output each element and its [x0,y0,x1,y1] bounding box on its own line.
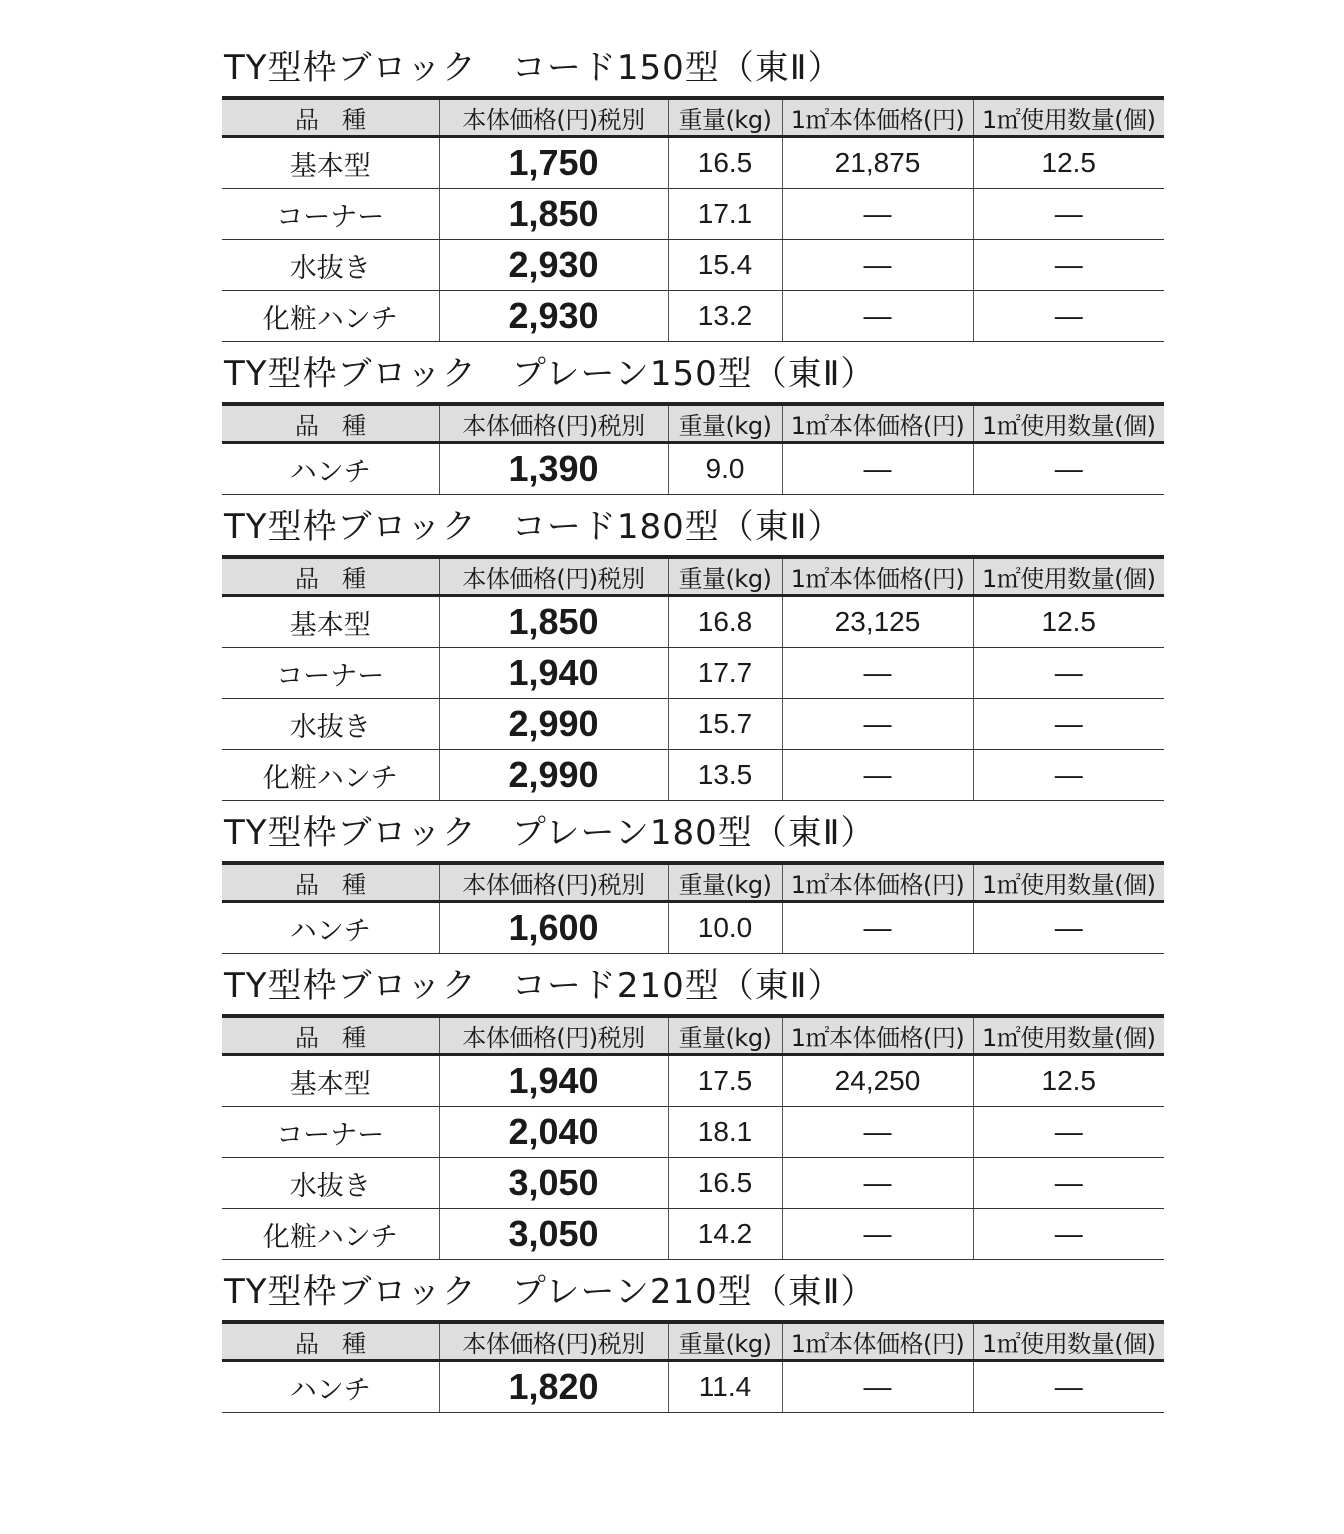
cell-name: 化粧ハンチ [222,750,439,801]
table-row [222,902,1164,954]
header-weight: 重量(kg) [668,404,782,443]
table-row [222,1055,1164,1107]
table-header-row [222,1322,1164,1361]
section-title: TY型枠ブロック プレーン210型（東Ⅱ） [224,1272,876,1312]
header-price: 本体価格(円)税別 [439,1016,668,1055]
header-weight: 重量(kg) [668,98,782,137]
price-table [222,861,1164,954]
cell-name: ハンチ [222,443,439,495]
cell-m2-qty: — [973,699,1164,750]
product-section [222,805,1164,954]
cell-price: 2,930 [439,240,668,291]
cell-weight: 13.2 [668,291,782,342]
cell-weight: 18.1 [668,1107,782,1158]
cell-m2-price: — [782,240,973,291]
table-row [222,240,1164,291]
header-m2-price: 1㎡本体価格(円) [782,1016,973,1055]
cell-weight: 16.5 [668,137,782,189]
cell-m2-qty: 12.5 [973,1055,1164,1107]
cell-m2-qty: — [973,648,1164,699]
price-table [222,1014,1164,1260]
table-header-row [222,1016,1164,1055]
cell-name: 化粧ハンチ [222,1209,439,1260]
header-m2-price: 1㎡本体価格(円) [782,1322,973,1361]
table-row [222,1361,1164,1413]
cell-price: 3,050 [439,1158,668,1209]
section-title: TY型枠ブロック コード210型（東Ⅱ） [224,966,843,1006]
cell-weight: 17.5 [668,1055,782,1107]
cell-m2-price: — [782,291,973,342]
table-header-row [222,863,1164,902]
table-row [222,750,1164,801]
header-m2-price: 1㎡本体価格(円) [782,98,973,137]
header-hinshu: 品 種 [222,98,439,137]
cell-m2-price: 24,250 [782,1055,973,1107]
cell-weight: 15.7 [668,699,782,750]
cell-m2-price: — [782,699,973,750]
table-row [222,137,1164,189]
table-row [222,1158,1164,1209]
cell-m2-price: — [782,443,973,495]
table-row [222,1209,1164,1260]
section-title: TY型枠ブロック コード180型（東Ⅱ） [224,507,843,547]
product-section [222,40,1164,342]
table-row [222,291,1164,342]
header-weight: 重量(kg) [668,1016,782,1055]
cell-m2-price: — [782,1209,973,1260]
cell-m2-price: — [782,648,973,699]
header-m2-qty: 1㎡使用数量(個) [973,404,1164,443]
header-weight: 重量(kg) [668,1322,782,1361]
cell-weight: 16.8 [668,596,782,648]
header-m2-price: 1㎡本体価格(円) [782,557,973,596]
cell-m2-price: — [782,1361,973,1413]
cell-m2-qty: — [973,291,1164,342]
header-weight: 重量(kg) [668,557,782,596]
cell-m2-price: — [782,189,973,240]
header-hinshu: 品 種 [222,1322,439,1361]
cell-m2-price: — [782,1107,973,1158]
cell-price: 3,050 [439,1209,668,1260]
cell-price: 2,040 [439,1107,668,1158]
cell-name: 化粧ハンチ [222,291,439,342]
cell-price: 1,850 [439,189,668,240]
cell-name: 基本型 [222,1055,439,1107]
header-hinshu: 品 種 [222,1016,439,1055]
cell-price: 2,930 [439,291,668,342]
cell-name: 基本型 [222,596,439,648]
cell-m2-qty: 12.5 [973,137,1164,189]
cell-m2-price: — [782,1158,973,1209]
table-header-row [222,557,1164,596]
header-price: 本体価格(円)税別 [439,863,668,902]
header-hinshu: 品 種 [222,863,439,902]
cell-weight: 13.5 [668,750,782,801]
cell-name: コーナー [222,1107,439,1158]
cell-m2-qty: — [973,1361,1164,1413]
cell-price: 2,990 [439,699,668,750]
cell-weight: 9.0 [668,443,782,495]
cell-m2-price: — [782,902,973,954]
header-price: 本体価格(円)税別 [439,1322,668,1361]
cell-m2-qty: — [973,189,1164,240]
table-row [222,596,1164,648]
product-section [222,499,1164,801]
cell-name: コーナー [222,648,439,699]
table-header-row [222,98,1164,137]
cell-price: 1,600 [439,902,668,954]
price-table [222,402,1164,495]
cell-name: 基本型 [222,137,439,189]
cell-weight: 11.4 [668,1361,782,1413]
price-table [222,1320,1164,1413]
cell-m2-price: — [782,750,973,801]
cell-price: 1,750 [439,137,668,189]
header-m2-qty: 1㎡使用数量(個) [973,1016,1164,1055]
cell-weight: 17.7 [668,648,782,699]
product-section [222,958,1164,1260]
product-section [222,346,1164,495]
cell-weight: 15.4 [668,240,782,291]
table-row [222,699,1164,750]
cell-price: 1,820 [439,1361,668,1413]
header-m2-qty: 1㎡使用数量(個) [973,98,1164,137]
cell-name: 水抜き [222,1158,439,1209]
table-header-row [222,404,1164,443]
cell-m2-qty: — [973,240,1164,291]
header-hinshu: 品 種 [222,557,439,596]
cell-name: 水抜き [222,699,439,750]
table-row [222,1107,1164,1158]
section-title: TY型枠ブロック プレーン180型（東Ⅱ） [224,813,876,853]
cell-weight: 16.5 [668,1158,782,1209]
cell-m2-qty: — [973,1107,1164,1158]
cell-price: 1,390 [439,443,668,495]
header-hinshu: 品 種 [222,404,439,443]
cell-price: 1,940 [439,648,668,699]
cell-m2-qty: — [973,1209,1164,1260]
cell-price: 1,850 [439,596,668,648]
cell-weight: 14.2 [668,1209,782,1260]
table-row [222,648,1164,699]
cell-name: ハンチ [222,902,439,954]
header-price: 本体価格(円)税別 [439,557,668,596]
header-price: 本体価格(円)税別 [439,98,668,137]
cell-m2-price: 21,875 [782,137,973,189]
header-price: 本体価格(円)税別 [439,404,668,443]
header-m2-qty: 1㎡使用数量(個) [973,1322,1164,1361]
header-weight: 重量(kg) [668,863,782,902]
cell-weight: 17.1 [668,189,782,240]
section-title: TY型枠ブロック プレーン150型（東Ⅱ） [224,354,876,394]
header-m2-qty: 1㎡使用数量(個) [973,863,1164,902]
cell-price: 1,940 [439,1055,668,1107]
header-m2-qty: 1㎡使用数量(個) [973,557,1164,596]
price-list-page [222,40,1164,1417]
price-table [222,96,1164,342]
table-row [222,443,1164,495]
cell-weight: 10.0 [668,902,782,954]
cell-name: 水抜き [222,240,439,291]
cell-m2-qty: — [973,750,1164,801]
section-title: TY型枠ブロック コード150型（東Ⅱ） [224,48,843,88]
cell-m2-qty: — [973,902,1164,954]
cell-m2-qty: — [973,1158,1164,1209]
cell-m2-price: 23,125 [782,596,973,648]
cell-name: コーナー [222,189,439,240]
header-m2-price: 1㎡本体価格(円) [782,863,973,902]
table-row [222,189,1164,240]
cell-m2-qty: 12.5 [973,596,1164,648]
cell-m2-qty: — [973,443,1164,495]
cell-price: 2,990 [439,750,668,801]
header-m2-price: 1㎡本体価格(円) [782,404,973,443]
cell-name: ハンチ [222,1361,439,1413]
product-section [222,1264,1164,1413]
price-table [222,555,1164,801]
